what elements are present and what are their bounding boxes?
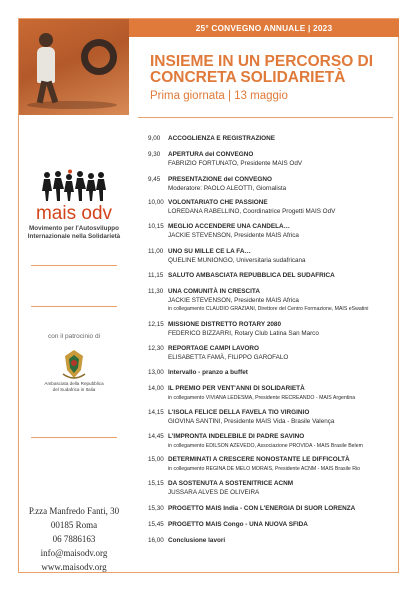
people-silhouettes-icon [39, 169, 109, 205]
page-subtitle: Prima giornata | 13 maggio [150, 90, 288, 102]
page-title: INSIEME IN UN PERCORSO DI CONCRETA SOLIDARIETÀ [150, 53, 374, 86]
program-detail: JUSSARA ALVES DE OLIVEIRA [168, 488, 260, 496]
sidebar [19, 19, 129, 572]
contact-city: 00185 Roma [50, 520, 98, 530]
program-title: MISSIONE DISTRETTO ROTARY 2080 [168, 321, 282, 328]
program-title: DA SOSTENUTA A SOSTENITRICE ACNM [168, 480, 294, 487]
program-time: 14,15 [148, 409, 164, 416]
program-time: 12,15 [148, 321, 164, 328]
program-content [168, 288, 398, 314]
contact-address: P.zza Manfredo Fanti, 30 [28, 506, 120, 516]
program-title: Conclusione lavori [168, 537, 226, 544]
program-time: 14,00 [148, 385, 164, 392]
program-time: 10,15 [148, 223, 164, 230]
program-title: UNO SU MILLE CE LA FA… [168, 248, 251, 255]
divider [31, 265, 117, 266]
event-banner: 25° CONVEGNO ANNUALE | 2023 [129, 19, 399, 37]
program-detail: in collegamento EDILSON AZEVEDO, Associazione PROVIDA - MAIS Brasile Belem [168, 442, 363, 449]
mais-logo [19, 169, 129, 241]
logo-name: mais odv [35, 203, 113, 224]
program-time: 9,00 [148, 135, 161, 142]
program-detail: FABRIZIO FORTUNATO, Presidente MAIS OdV [168, 159, 303, 167]
program-detail: in collegamento REGINA DE MELO MORAIS, Presidente ACNM - MAIS Brasile Rio [168, 465, 360, 472]
program-content [168, 199, 398, 216]
program-time: 14,45 [148, 433, 164, 440]
header-divider [138, 117, 393, 118]
program-title: IL PREMIO PER VENT'ANNI DI SOLIDARIETÀ [168, 385, 305, 392]
program-time: 13,00 [148, 369, 164, 376]
program-content [168, 385, 398, 402]
program-content [168, 505, 398, 514]
program-title: APERTURA del CONVEGNO [168, 151, 254, 158]
program-detail: LOREDANA RABELLINO, Coordinatrice Progetti MAIS OdV [168, 207, 336, 215]
program-title: ACCOGLIENZA E REGISTRAZIONE [168, 135, 275, 142]
contact-phone: 06 7886163 [52, 534, 96, 544]
program-time: 9,30 [148, 151, 161, 158]
program-content [168, 345, 398, 362]
coat-of-arms-icon [61, 348, 87, 380]
program-time: 15,45 [148, 521, 164, 528]
program-title: PROGETTO MAIS India - CON L'ENERGIA DI SUOR LORENZA [168, 505, 356, 512]
program-detail: JACKIE STEVENSON, Presidente MAIS Africa [168, 231, 299, 239]
program-content [168, 151, 398, 168]
program-detail: JACKIE STEVENSON, Presidente MAIS Africa [168, 296, 299, 304]
divider [31, 306, 117, 307]
program-title: MEGLIO ACCENDERE UNA CANDELA… [168, 223, 291, 230]
program-time: 9,45 [148, 176, 161, 183]
program-detail: FEDERICO BIZZARRI, Rotary Club Latina San Marco [168, 329, 319, 337]
program-time: 11,00 [148, 248, 164, 255]
program-content [168, 248, 398, 265]
tire-shape [81, 39, 117, 75]
program-title: REPORTAGE CAMPI LAVORO [168, 345, 260, 352]
program-title: UNA COMUNITÀ IN CRESCITA [168, 288, 260, 295]
program-content [168, 537, 398, 546]
program-time: 16,00 [148, 537, 164, 544]
program-time: 15,30 [148, 505, 164, 512]
program-detail: QUELINE MUNIONGO, Universitaria sudafricana [168, 256, 306, 264]
program-content [168, 223, 398, 240]
program-title: SALUTO AMBASCIATA REPUBBLICA DEL SUDAFRICA [168, 272, 335, 279]
program-title: DETERMINATI A CRESCERE NONOSTANTE LE DIFFICOLTÀ [168, 456, 350, 463]
patrocinio-label: con il patrocinio di [47, 333, 101, 340]
program-time: 15,00 [148, 456, 164, 463]
program-content [168, 521, 398, 530]
program-title: PRESENTAZIONE del CONVEGNO [168, 176, 272, 183]
program-time: 11,15 [148, 272, 164, 279]
program-time: 12,30 [148, 345, 164, 352]
program-detail: ELISABETTA FAMÀ, FILIPPO GAROFALO [168, 353, 289, 361]
program-content [168, 176, 398, 193]
contacts-block [19, 504, 129, 574]
program-title: L'ISOLA FELICE DELLA FAVELA TIO VIRGINIO [168, 409, 310, 416]
program-content [168, 409, 398, 426]
contact-website[interactable]: www.maisodv.org [41, 562, 107, 572]
program-time: 10,00 [148, 199, 164, 206]
program-detail: Moderatore: PAOLO ALEOTTI, Giornalista [168, 184, 287, 192]
contact-email[interactable]: info@maisodv.org [40, 548, 108, 558]
program-content [168, 480, 398, 497]
divider [31, 437, 117, 438]
program-detail: in collegamento VIVIANA LEDESMA, Presidente RECREANDO - MAIS Argentina [168, 394, 356, 401]
program-detail: in collegamento CLAUDIO GRAZIANI, Direttore del Centro Formazione, MAIS eSwatini [168, 306, 369, 312]
program-time: 15,15 [148, 480, 164, 487]
cover-photo [19, 19, 129, 115]
program-content [168, 135, 398, 144]
logo-tagline-2: Internazionale nella Solidarietà [27, 232, 121, 240]
program-content [168, 369, 398, 378]
program-title: PROGETTO MAIS Congo - UNA NUOVA SFIDA [168, 521, 308, 528]
program-content [168, 272, 398, 281]
embassy-label: Ambasciata della Repubblica del Sudafrica in Italia [44, 381, 104, 392]
program-time: 11,30 [148, 288, 164, 295]
program-detail: GIOVINA SANTINI, Presidente MAIS Vida - Brasile Valença [168, 417, 335, 425]
program-content [168, 433, 398, 450]
program-title: VOLONTARIATO CHE PASSIONE [168, 199, 268, 206]
program-title: L'IMPRONTA INDELEBILE DI PADRE SAVINO [168, 433, 305, 440]
program-title: Intervallo - pranzo a buffet [168, 369, 248, 376]
logo-tagline-1: Movimento per l'Autosviluppo [28, 225, 119, 232]
program-content [168, 456, 398, 473]
program-content [168, 321, 398, 338]
